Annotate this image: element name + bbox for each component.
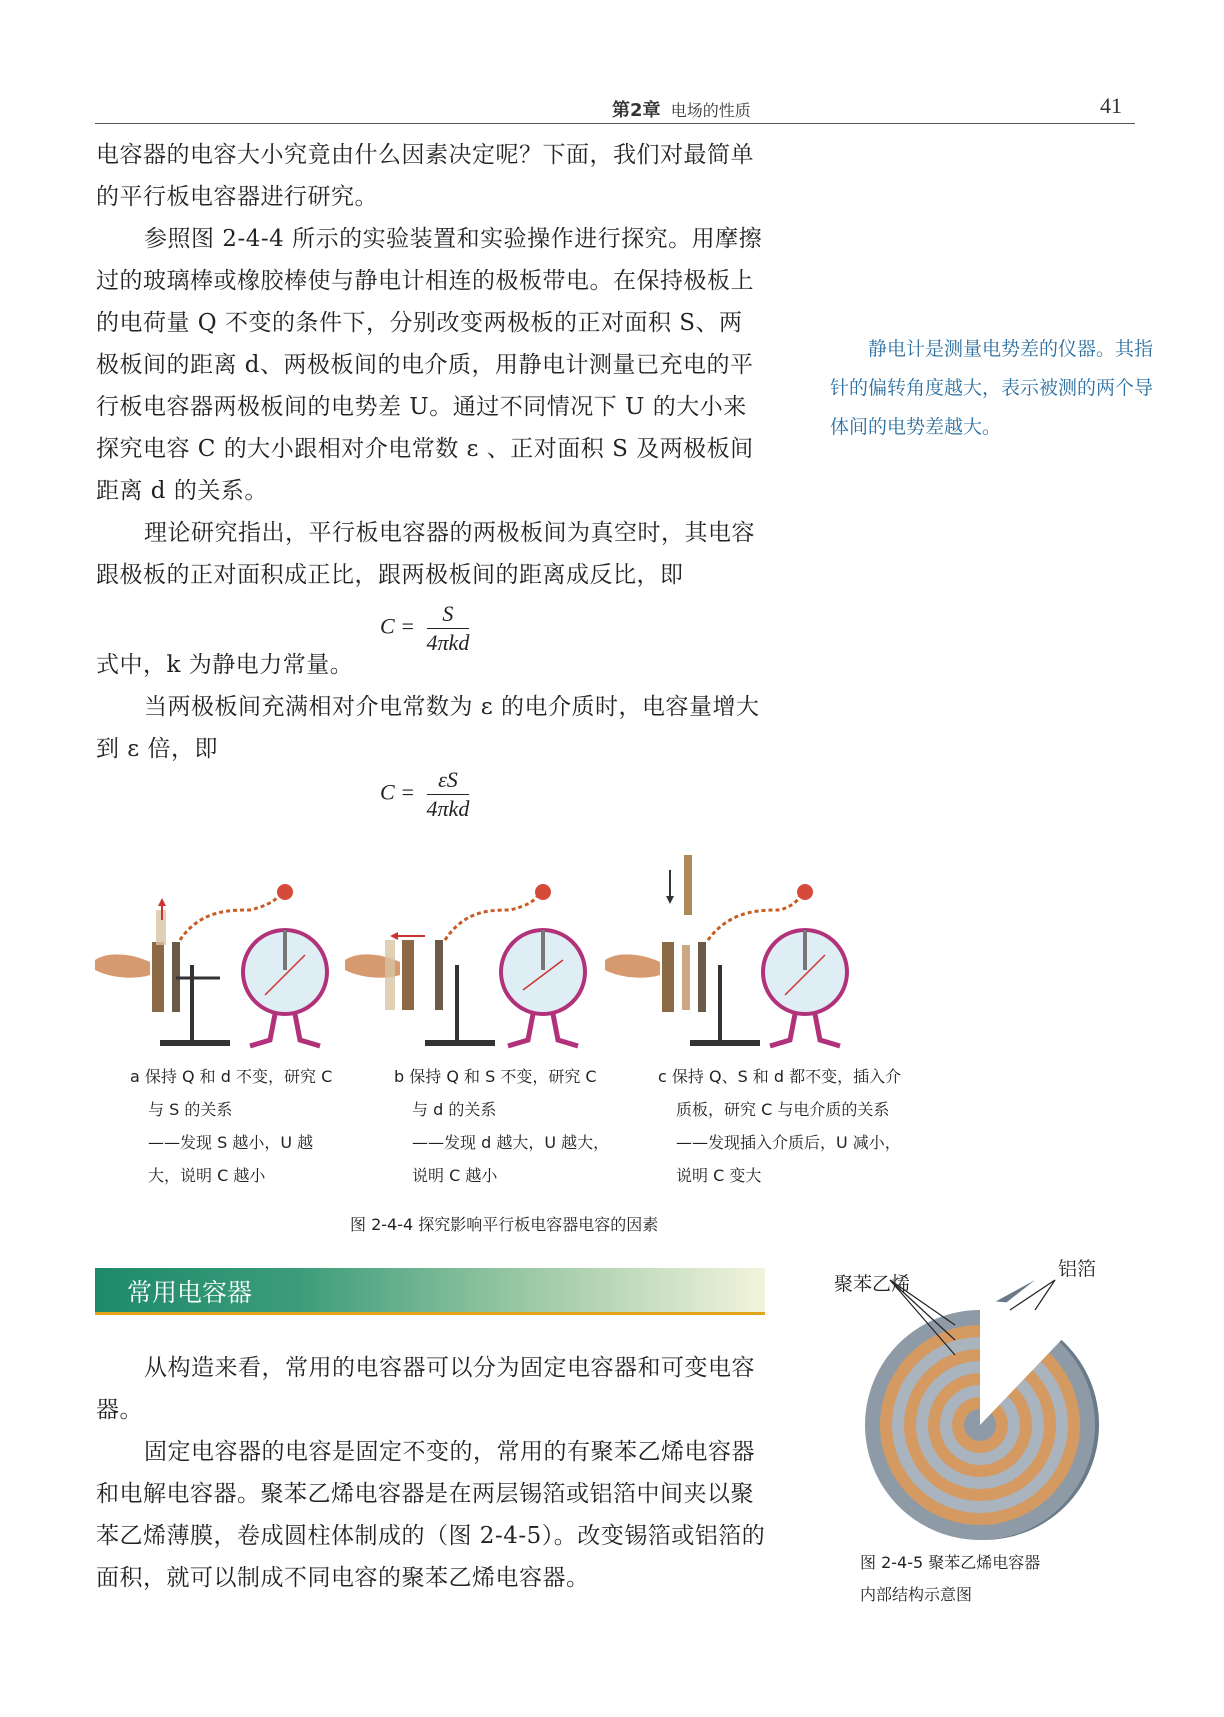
hand-c-icon — [605, 954, 660, 977]
figure-2-4-4-title: 图 2-4-4 探究影响平行板电容器电容的因素 — [350, 1215, 659, 1234]
dielectric-plate — [682, 945, 690, 1010]
chapter-suffix: 章 — [642, 100, 661, 121]
caption-a-line3: ——发现 S 越小，U 越 — [148, 1133, 314, 1152]
caption-c — [658, 1060, 948, 1192]
page-number: 41 — [1100, 93, 1122, 118]
hand-a-icon — [95, 954, 150, 977]
section-title: 常用电容器 — [127, 1278, 253, 1307]
formula2-lhs: C = — [380, 779, 416, 805]
body-text-middle — [96, 644, 766, 770]
paragraph-3: 理论研究指出，平行板电容器的两极板间为真空时，其电容跟极板的正对面积成正比，跟两极板间的距离成反比，即 — [96, 520, 755, 588]
chapter-title: 电场的性质 — [670, 101, 751, 120]
chapter-number: 2 — [630, 100, 643, 121]
caption-b-line4: 说明 C 越小 — [412, 1166, 498, 1185]
caption-a-line2: 与 S 的关系 — [148, 1100, 233, 1119]
paragraph-1: 电容器的电容大小究竟由什么因素决定呢？下面，我们对最简单的平行板电容器进行研究。 — [96, 142, 754, 210]
body-text-bottom — [96, 1347, 766, 1599]
formula1-lhs: C = — [380, 613, 416, 639]
header-rule — [95, 123, 1135, 124]
formula1-numerator: S — [427, 600, 470, 629]
paragraph-7: 固定电容器的电容是固定不变的，常用的有聚苯乙烯电容器和电解电容器。聚苯乙烯电容器是在两层锡箔或铝箔中间夹以聚苯乙烯薄膜，卷成圆柱体制成的（图 2-4-5）。改变锡箔或铝箔的面积，就可以制成不同电容的聚苯乙烯电容器。 — [96, 1439, 766, 1591]
body-text-top — [96, 134, 766, 596]
chapter-prefix: 第 — [612, 100, 630, 121]
electroscope-a-knob — [277, 884, 293, 900]
caption-b-line3: ——发现 d 越大，U 越大， — [412, 1133, 610, 1152]
caption-c-line4: 说明 C 变大 — [676, 1166, 762, 1185]
formula2-denominator: 4πkd — [426, 796, 470, 821]
caption-a — [130, 1060, 370, 1192]
paragraph-6: 从构造来看，常用的电容器可以分为固定电容器和可变电容器。 — [96, 1355, 755, 1423]
figure-2-4-5-caption-line1: 图 2-4-5 聚苯乙烯电容器 — [860, 1553, 1041, 1572]
chapter-header — [612, 96, 751, 122]
figure-2-4-5-caption — [860, 1547, 1040, 1611]
formula2-numerator: εS — [427, 766, 470, 795]
caption-b — [394, 1060, 644, 1192]
caption-a-line4: 大，说明 C 越小 — [148, 1166, 266, 1185]
panel-b-apparatus — [345, 884, 585, 1046]
side-note-text: 静电计是测量电势差的仪器。其指针的偏转角度越大，表示被测的两个导体间的电势差越大。 — [830, 338, 1154, 438]
caption-a-line1: a 保持 Q 和 d 不变，研究 C — [130, 1067, 333, 1086]
panel-a-apparatus — [95, 884, 327, 1046]
caption-c-line3: ——发现插入介质后，U 减小， — [676, 1133, 901, 1152]
plate-b-right — [435, 940, 443, 1010]
figure-2-4-5-caption-line2: 内部结构示意图 — [860, 1585, 973, 1604]
paragraph-5: 当两极板间充满相对介电常数为 ε 的电介质时，电容量增大到 ε 倍，即 — [96, 694, 760, 762]
figure-2-4-4-illustration — [90, 850, 940, 1050]
caption-b-line2: 与 d 的关系 — [412, 1100, 497, 1119]
formula-capacitance-dielectric — [380, 766, 469, 823]
caption-c-line1: c 保持 Q、S 和 d 都不变，插入介 — [658, 1067, 902, 1086]
paragraph-4: 式中，k 为静电力常量。 — [96, 652, 354, 678]
formula1-denominator: 4πkd — [426, 630, 470, 655]
paragraph-2: 参照图 2-4-4 所示的实验装置和实验操作进行探究。用摩擦过的玻璃棒或橡胶棒使与静电计相连的极板带电。在保持极板上的电荷量 Q 不变的条件下，分别改变两极板的正对面积 S、两极板间的距离 d、两极板间的电介质，用静电计测量已充电的平行板电容器两极板间的电势差 U。通过不同情况下 U 的大小来探究电容 C 的大小跟相对介电常数 ε 、正对面积 S 及两极板间距离 d 的关系。 — [96, 226, 763, 504]
side-note — [830, 330, 1155, 447]
caption-b-line1: b 保持 Q 和 S 不变，研究 C — [394, 1067, 597, 1086]
label-polystyrene: 聚苯乙烯 — [834, 1273, 911, 1295]
caption-c-line2: 质板，研究 C 与电介质的关系 — [676, 1100, 890, 1119]
panel-c-apparatus — [605, 855, 847, 1046]
label-aluminum-foil: 铝箔 — [1058, 1258, 1097, 1280]
plate-b-left — [402, 940, 414, 1010]
plate-a-left — [152, 942, 164, 1012]
